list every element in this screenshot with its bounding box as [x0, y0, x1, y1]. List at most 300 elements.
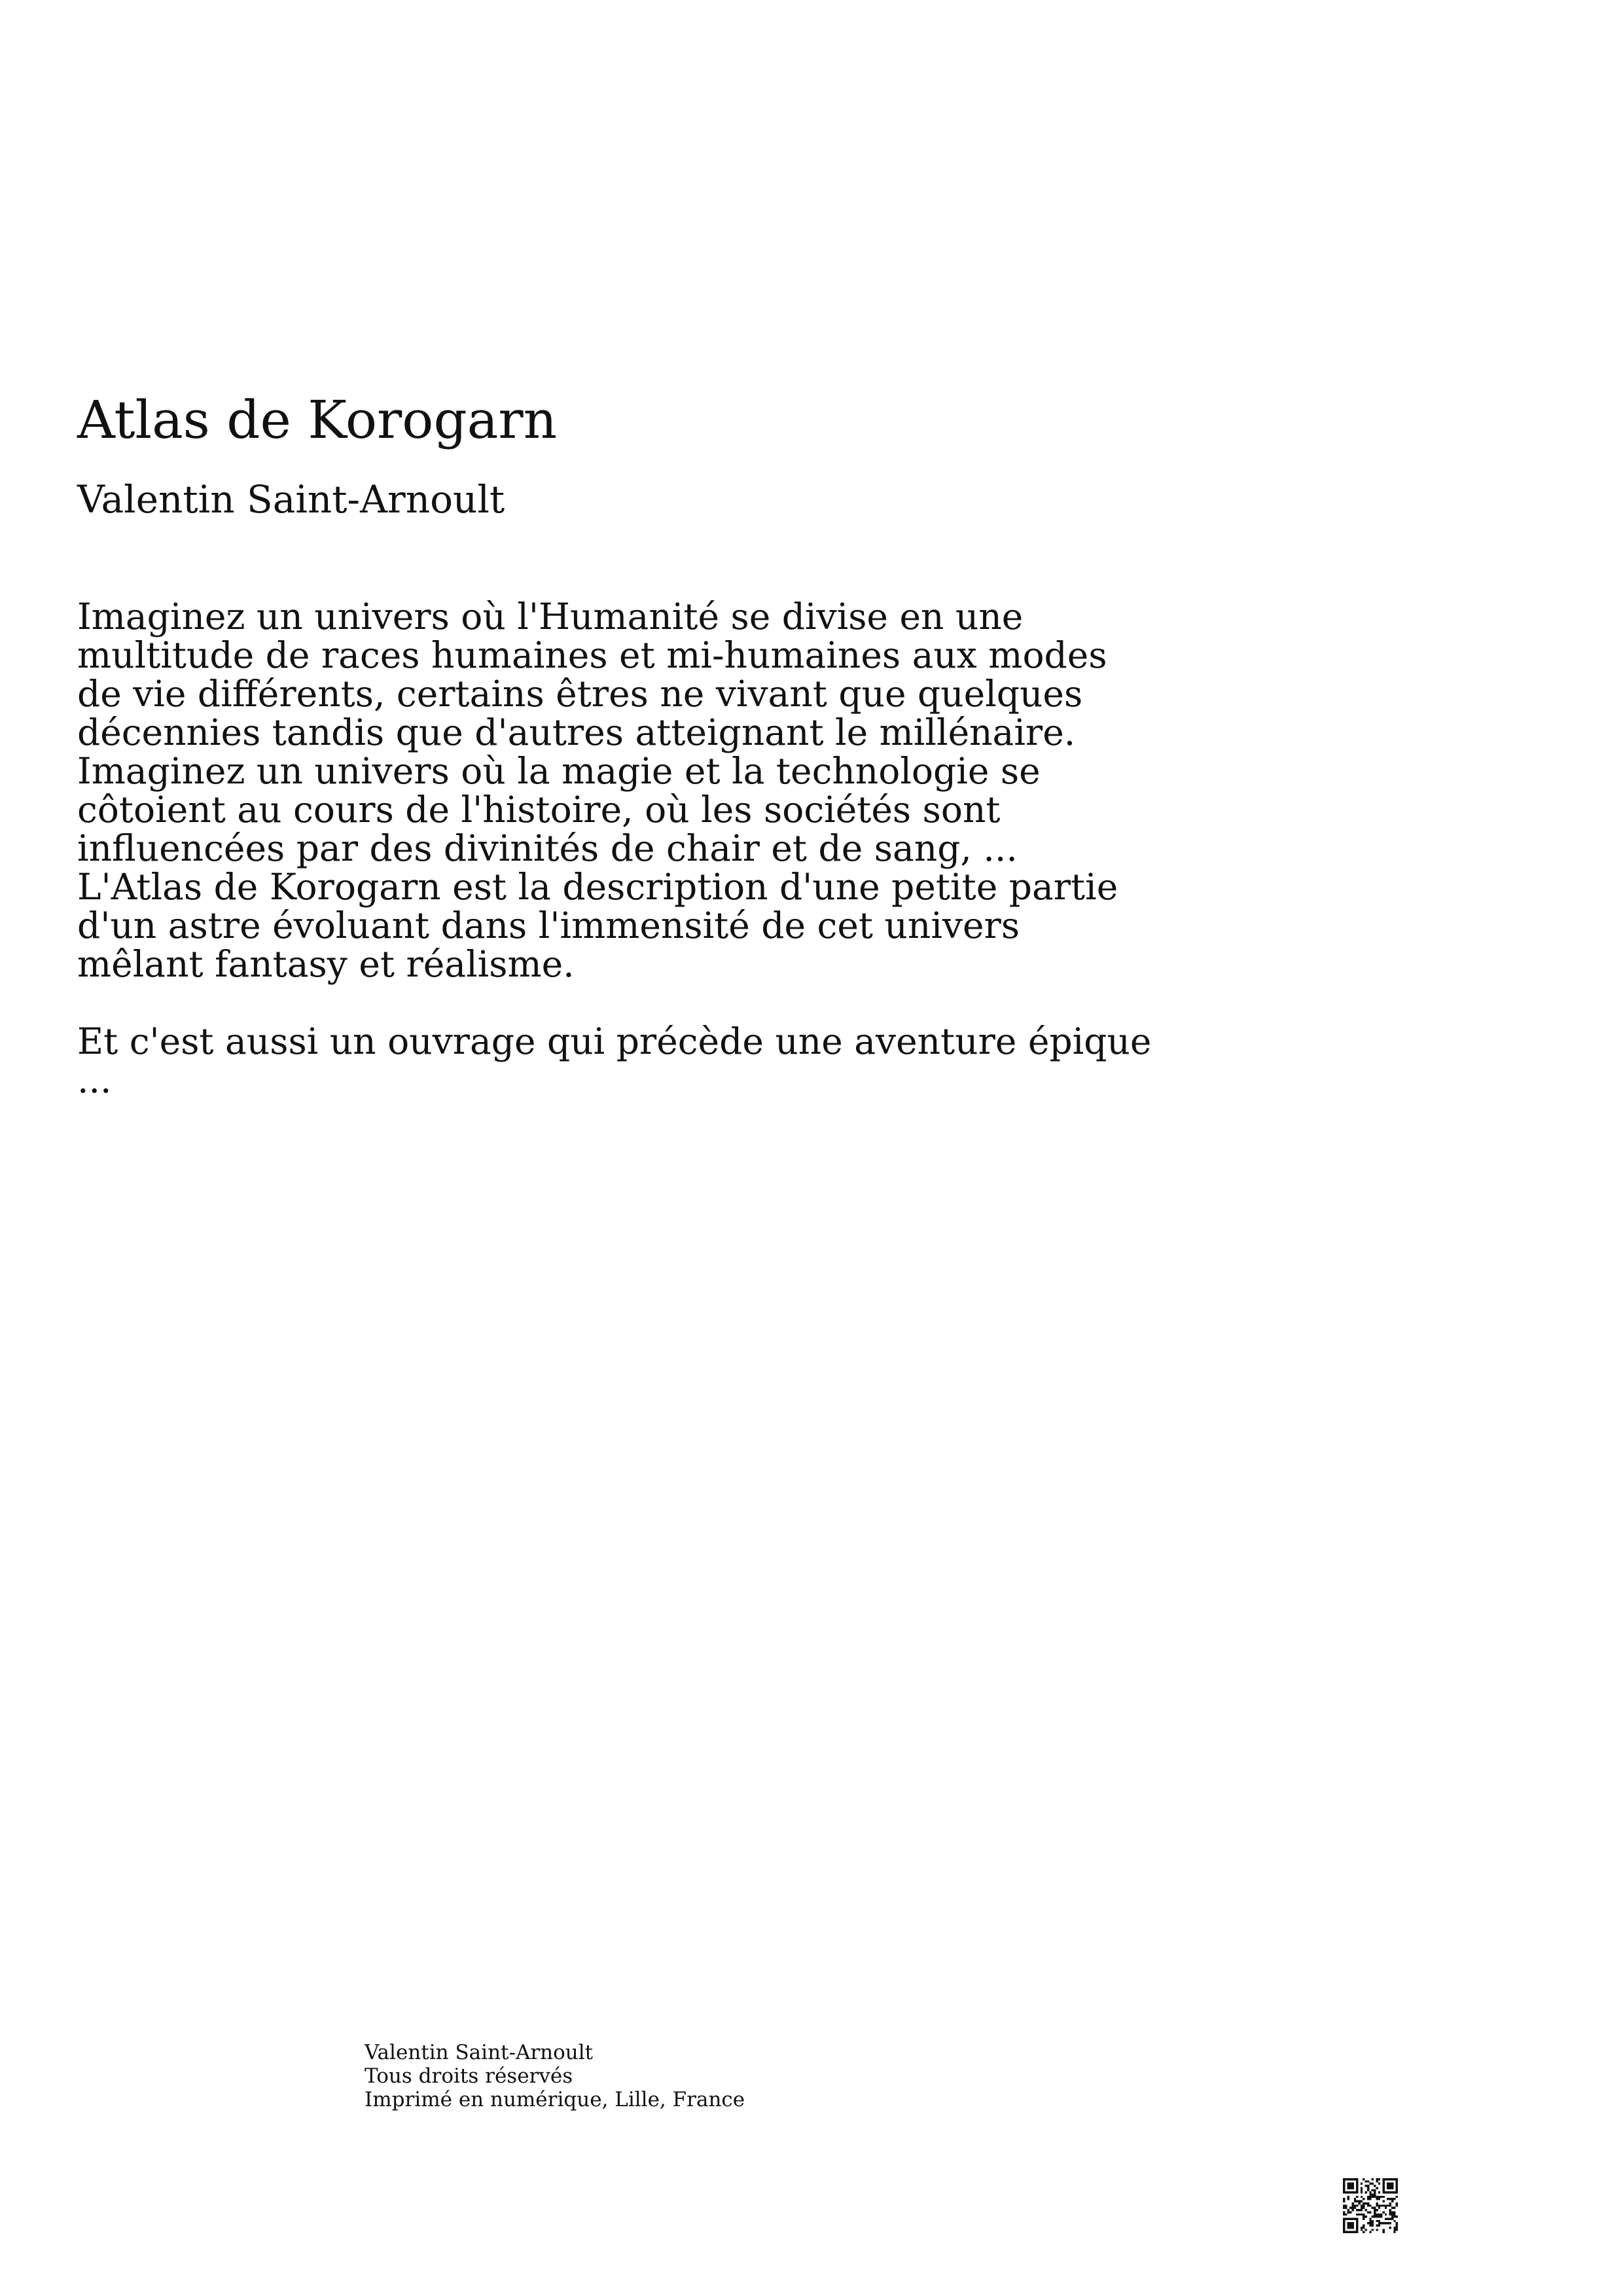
qr-module [1369, 2191, 1371, 2193]
qr-module [1378, 2178, 1380, 2180]
qr-module [1343, 2227, 1345, 2229]
qr-module [1363, 2178, 1364, 2180]
blurb-line: influencées par des divinités de chair et de sang, ... [77, 827, 1018, 869]
qr-module [1345, 2231, 1347, 2233]
qr-module [1389, 2187, 1391, 2189]
qr-module [1396, 2202, 1398, 2204]
qr-module [1387, 2178, 1389, 2180]
qr-module [1363, 2214, 1364, 2215]
qr-module [1369, 2196, 1371, 2198]
qr-module [1363, 2204, 1364, 2206]
colophon-author: Valentin Saint-Arnoult [365, 2041, 594, 2064]
qr-module [1382, 2222, 1384, 2224]
qr-module [1385, 2178, 1387, 2180]
qr-module [1354, 2231, 1356, 2233]
qr-module [1343, 2185, 1345, 2187]
qr-module [1347, 2196, 1349, 2198]
qr-module [1349, 2231, 1351, 2233]
colophon [365, 2041, 745, 2111]
qr-module [1376, 2196, 1378, 2198]
qr-module [1347, 2231, 1349, 2233]
qr-module [1356, 2209, 1358, 2211]
qr-module [1387, 2222, 1389, 2224]
qr-module [1374, 2196, 1376, 2198]
qr-module [1382, 2211, 1384, 2213]
qr-module [1382, 2189, 1384, 2191]
qr-module [1393, 2229, 1395, 2231]
qr-module [1369, 2198, 1371, 2200]
qr-module [1349, 2183, 1351, 2185]
qr-module [1356, 2222, 1358, 2224]
qr-module [1343, 2189, 1345, 2191]
qr-module [1359, 2202, 1361, 2204]
qr-module [1349, 2178, 1351, 2180]
qr-module [1391, 2183, 1393, 2185]
qr-module [1369, 2211, 1371, 2213]
qr-module [1385, 2207, 1387, 2209]
qr-module [1372, 2183, 1374, 2185]
qr-module [1354, 2207, 1356, 2209]
qr-module [1359, 2209, 1361, 2211]
blurb-line: mêlant fantasy et réalisme. [77, 943, 575, 985]
qr-module [1354, 2204, 1356, 2206]
qr-module [1396, 2229, 1398, 2231]
qr-module [1372, 2207, 1374, 2209]
blurb-line: décennies tandis que d'autres atteignant le millénaire. [77, 711, 1076, 753]
qr-module [1382, 2196, 1384, 2198]
qr-module [1391, 2215, 1393, 2217]
qr-module [1349, 2227, 1351, 2229]
qr-module [1378, 2225, 1380, 2227]
qr-module [1369, 2225, 1371, 2227]
qr-module [1361, 2204, 1363, 2206]
qr-module [1363, 2207, 1364, 2209]
qr-module [1391, 2217, 1393, 2219]
qr-module [1387, 2217, 1389, 2219]
qr-module [1367, 2185, 1369, 2187]
qr-module [1369, 2183, 1371, 2185]
qr-module [1361, 2209, 1363, 2211]
qr-module [1351, 2207, 1353, 2209]
qr-module [1376, 2215, 1378, 2217]
qr-module [1343, 2229, 1345, 2231]
qr-module [1361, 2207, 1363, 2209]
qr-module [1396, 2185, 1398, 2187]
qr-module [1391, 2178, 1393, 2180]
qr-module [1354, 2200, 1356, 2202]
qr-module [1389, 2209, 1391, 2211]
qr-module [1376, 2202, 1378, 2204]
qr-module [1361, 2200, 1363, 2202]
qr-module [1389, 2204, 1391, 2206]
qr-module [1396, 2215, 1398, 2217]
qr-module [1351, 2187, 1353, 2189]
qr-module [1356, 2189, 1358, 2191]
qr-module [1351, 2227, 1353, 2229]
qr-module [1351, 2231, 1353, 2233]
qr-module [1351, 2217, 1353, 2219]
qr-module [1365, 2215, 1367, 2217]
qr-module [1389, 2202, 1391, 2204]
blurb-line: côtoient au cours de l'histoire, où les sociétés sont [77, 789, 1001, 831]
qr-module [1389, 2183, 1391, 2185]
qr-module [1391, 2198, 1393, 2200]
qr-module [1345, 2204, 1347, 2206]
qr-module [1393, 2191, 1395, 2193]
qr-module [1378, 2220, 1380, 2222]
blurb-line: d'un astre évoluant dans l'immensité de cet univers [77, 905, 1020, 946]
book-author: Valentin Saint-Arnoult [77, 477, 505, 522]
qr-module [1378, 2196, 1380, 2198]
qr-module [1347, 2222, 1349, 2224]
qr-module [1363, 2202, 1364, 2204]
blurb-line: L'Atlas de Korogarn est la description d'une petite partie [77, 866, 1118, 908]
qr-module [1361, 2214, 1363, 2215]
qr-module [1351, 2209, 1353, 2211]
qr-module [1391, 2207, 1393, 2209]
qr-module [1382, 2191, 1384, 2193]
qr-module [1393, 2220, 1395, 2222]
qr-module [1367, 2196, 1369, 2198]
qr-module [1372, 2215, 1374, 2217]
qr-module [1351, 2202, 1353, 2204]
qr-module [1369, 2222, 1371, 2224]
qr-module [1387, 2185, 1389, 2187]
blurb-paragraph-1 [77, 598, 1242, 984]
qr-module [1356, 2220, 1358, 2222]
qr-module [1356, 2187, 1358, 2189]
qr-module [1356, 2214, 1358, 2215]
qr-module [1393, 2211, 1395, 2213]
qr-module [1389, 2214, 1391, 2215]
qr-module [1343, 2211, 1345, 2213]
qr-module [1376, 2204, 1378, 2206]
qr-module [1393, 2227, 1395, 2229]
qr-module [1391, 2187, 1393, 2189]
qr-module [1380, 2204, 1382, 2206]
qr-module [1389, 2217, 1391, 2219]
qr-module [1372, 2222, 1374, 2224]
qr-module [1351, 2191, 1353, 2193]
blurb-line: Imaginez un univers où l'Humanité se divise en une [77, 596, 1024, 637]
qr-module [1378, 2198, 1380, 2200]
qr-module [1361, 2189, 1363, 2191]
qr-module [1378, 2215, 1380, 2217]
qr-module [1396, 2187, 1398, 2189]
qr-module [1351, 2185, 1353, 2187]
qr-module [1347, 2191, 1349, 2193]
qr-module [1393, 2214, 1395, 2215]
qr-module [1389, 2227, 1391, 2229]
qr-module [1380, 2215, 1382, 2217]
qr-module [1376, 2229, 1378, 2231]
qr-module [1343, 2200, 1345, 2202]
qr-module [1369, 2194, 1371, 2196]
qr-module [1389, 2178, 1391, 2180]
qr-module [1391, 2200, 1393, 2202]
qr-module [1376, 2180, 1378, 2182]
qr-module [1385, 2217, 1387, 2219]
qr-module [1356, 2217, 1358, 2219]
qr-module [1345, 2178, 1347, 2180]
qr-module [1347, 2211, 1349, 2213]
qr-module [1382, 2178, 1384, 2180]
qr-module [1376, 2187, 1378, 2189]
blurb-line: ... [77, 1059, 112, 1101]
qr-module [1387, 2187, 1389, 2189]
qr-module [1343, 2222, 1345, 2224]
qr-module [1380, 2214, 1382, 2215]
qr-module [1372, 2225, 1374, 2227]
qr-module [1343, 2217, 1345, 2219]
qr-module [1393, 2178, 1395, 2180]
qr-module [1351, 2222, 1353, 2224]
qr-module [1356, 2200, 1358, 2202]
qr-module [1363, 2198, 1364, 2200]
qr-module [1356, 2196, 1358, 2198]
qr-module [1372, 2194, 1374, 2196]
qr-module [1382, 2204, 1384, 2206]
qr-module [1343, 2191, 1345, 2193]
qr-module [1385, 2204, 1387, 2206]
qr-module [1349, 2191, 1351, 2193]
qr-module [1382, 2183, 1384, 2185]
qr-module [1367, 2189, 1369, 2191]
qr-module [1382, 2185, 1384, 2187]
qr-module [1356, 2180, 1358, 2182]
qr-module [1351, 2183, 1353, 2185]
qr-module [1374, 2214, 1376, 2215]
qr-module [1343, 2225, 1345, 2227]
qr-module [1376, 2214, 1378, 2215]
qr-module [1378, 2214, 1380, 2215]
qr-module [1356, 2227, 1358, 2229]
qr-module [1382, 2200, 1384, 2202]
qr-module [1396, 2225, 1398, 2227]
qr-module [1343, 2180, 1345, 2182]
qr-module [1361, 2196, 1363, 2198]
qr-module [1345, 2217, 1347, 2219]
qr-module [1380, 2196, 1382, 2198]
qr-module [1374, 2191, 1376, 2193]
qr-module [1365, 2209, 1367, 2211]
qr-module [1356, 2185, 1358, 2187]
qr-module [1387, 2191, 1389, 2193]
qr-module [1347, 2217, 1349, 2219]
qr-module [1387, 2198, 1389, 2200]
qr-module [1343, 2214, 1345, 2215]
qr-module [1347, 2187, 1349, 2189]
qr-module [1345, 2207, 1347, 2209]
qr-module [1349, 2222, 1351, 2224]
qr-module [1354, 2217, 1356, 2219]
qr-module [1347, 2227, 1349, 2229]
qr-module [1347, 2178, 1349, 2180]
qr-module [1380, 2222, 1382, 2224]
qr-module [1367, 2180, 1369, 2182]
qr-module [1369, 2204, 1371, 2206]
qr-module [1369, 2217, 1371, 2219]
qr-module [1393, 2198, 1395, 2200]
qr-module [1363, 2225, 1364, 2227]
qr-module [1385, 2214, 1387, 2215]
blurb-line: Et c'est aussi un ouvrage qui précède une aventure épique [77, 1020, 1152, 1062]
qr-module [1376, 2198, 1378, 2200]
qr-module [1365, 2202, 1367, 2204]
qr-module [1356, 2231, 1358, 2233]
qr-module [1391, 2211, 1393, 2213]
qr-module [1343, 2220, 1345, 2222]
qr-module [1363, 2215, 1364, 2217]
qr-module [1396, 2178, 1398, 2180]
qr-module [1376, 2220, 1378, 2222]
qr-module [1343, 2207, 1345, 2209]
qr-module [1367, 2187, 1369, 2189]
qr-module [1382, 2180, 1384, 2182]
qr-module [1347, 2185, 1349, 2187]
qr-module [1349, 2185, 1351, 2187]
qr-module [1389, 2191, 1391, 2193]
qr-module [1393, 2215, 1395, 2217]
qr-module [1378, 2183, 1380, 2185]
qr-module [1349, 2187, 1351, 2189]
qr-module [1374, 2189, 1376, 2191]
qr-module [1372, 2196, 1374, 2198]
blurb-paragraph-2 [77, 1022, 1242, 1100]
qr-module [1361, 2183, 1363, 2185]
qr-module [1374, 2209, 1376, 2211]
qr-module [1387, 2204, 1389, 2206]
blurb-line: multitude de races humaines et mi-humaines aux modes [77, 634, 1107, 676]
qr-module [1365, 2180, 1367, 2182]
qr-module [1359, 2200, 1361, 2202]
qr-module [1354, 2198, 1356, 2200]
qr-module [1356, 2225, 1358, 2227]
qr-module [1393, 2207, 1395, 2209]
qr-module [1378, 2222, 1380, 2224]
qr-module [1365, 2191, 1367, 2193]
qr-module [1363, 2227, 1364, 2229]
qr-module [1367, 2222, 1369, 2224]
colophon-printing: Imprimé en numérique, Lille, France [365, 2088, 745, 2111]
qr-module [1396, 2183, 1398, 2185]
qr-module [1389, 2185, 1391, 2187]
qr-module [1367, 2202, 1369, 2204]
qr-module [1349, 2211, 1351, 2213]
blurb [77, 598, 1242, 1100]
qr-module [1378, 2191, 1380, 2193]
qr-module [1361, 2191, 1363, 2193]
qr-module [1385, 2191, 1387, 2193]
qr-module [1354, 2178, 1356, 2180]
qr-module [1367, 2204, 1369, 2206]
qr-module [1369, 2220, 1371, 2222]
qr-module [1347, 2209, 1349, 2211]
qr-module [1393, 2231, 1395, 2233]
qr-module [1349, 2207, 1351, 2209]
qr-module [1356, 2204, 1358, 2206]
colophon-rights: Tous droits réservés [365, 2064, 573, 2088]
qr-module [1372, 2189, 1374, 2191]
qr-module [1343, 2187, 1345, 2189]
qr-module [1391, 2185, 1393, 2187]
qr-module [1382, 2229, 1384, 2231]
qr-module [1359, 2214, 1361, 2215]
qr-module [1382, 2187, 1384, 2189]
qr-module [1374, 2211, 1376, 2213]
qr-module [1361, 2229, 1363, 2231]
qr-module [1376, 2178, 1378, 2180]
qr-module [1369, 2231, 1371, 2233]
qr-module [1396, 2189, 1398, 2191]
qr-module [1354, 2191, 1356, 2193]
qr-module [1396, 2222, 1398, 2224]
qr-module [1391, 2214, 1393, 2215]
qr-module [1396, 2204, 1398, 2206]
qr-module [1361, 2187, 1363, 2189]
qr-module [1343, 2178, 1345, 2180]
qr-module [1378, 2204, 1380, 2206]
qr-module [1356, 2229, 1358, 2231]
qr-module [1343, 2231, 1345, 2233]
qr-module [1351, 2178, 1353, 2180]
qr-code-icon [1343, 2178, 1398, 2233]
qr-module [1365, 2229, 1367, 2231]
qr-module [1389, 2211, 1391, 2213]
qr-module [1356, 2191, 1358, 2193]
qr-module [1356, 2183, 1358, 2185]
blurb-line: de vie différents, certains êtres ne vivant que quelques [77, 673, 1083, 715]
qr-module [1365, 2185, 1367, 2187]
qr-module [1356, 2178, 1358, 2180]
qr-module [1372, 2178, 1374, 2180]
qr-module [1387, 2183, 1389, 2185]
qr-module [1367, 2211, 1369, 2213]
qr-module [1374, 2185, 1376, 2187]
book-title: Atlas de Korogarn [77, 389, 558, 450]
qr-module [1349, 2217, 1351, 2219]
qr-module [1396, 2180, 1398, 2182]
qr-module [1345, 2191, 1347, 2193]
qr-module [1376, 2225, 1378, 2227]
qr-module [1343, 2204, 1345, 2206]
qr-module [1347, 2183, 1349, 2185]
qr-module [1347, 2225, 1349, 2227]
qr-module [1376, 2209, 1378, 2211]
qr-module [1385, 2222, 1387, 2224]
qr-module [1349, 2225, 1351, 2227]
qr-module [1372, 2220, 1374, 2222]
qr-module [1343, 2198, 1345, 2200]
qr-module [1345, 2214, 1347, 2215]
qr-module [1396, 2227, 1398, 2229]
qr-module [1351, 2225, 1353, 2227]
qr-module [1378, 2207, 1380, 2209]
qr-module [1372, 2229, 1374, 2231]
qr-module [1389, 2222, 1391, 2224]
qr-module [1363, 2231, 1364, 2233]
qr-module [1347, 2198, 1349, 2200]
qr-module [1343, 2183, 1345, 2185]
qr-module [1389, 2198, 1391, 2200]
qr-module [1374, 2215, 1376, 2217]
qr-module [1374, 2194, 1376, 2196]
qr-module [1361, 2227, 1363, 2229]
qr-module [1374, 2207, 1376, 2209]
qr-module [1396, 2196, 1398, 2198]
qr-module [1351, 2204, 1353, 2206]
blurb-line: Imaginez un univers où la magie et la technologie se [77, 750, 1041, 792]
